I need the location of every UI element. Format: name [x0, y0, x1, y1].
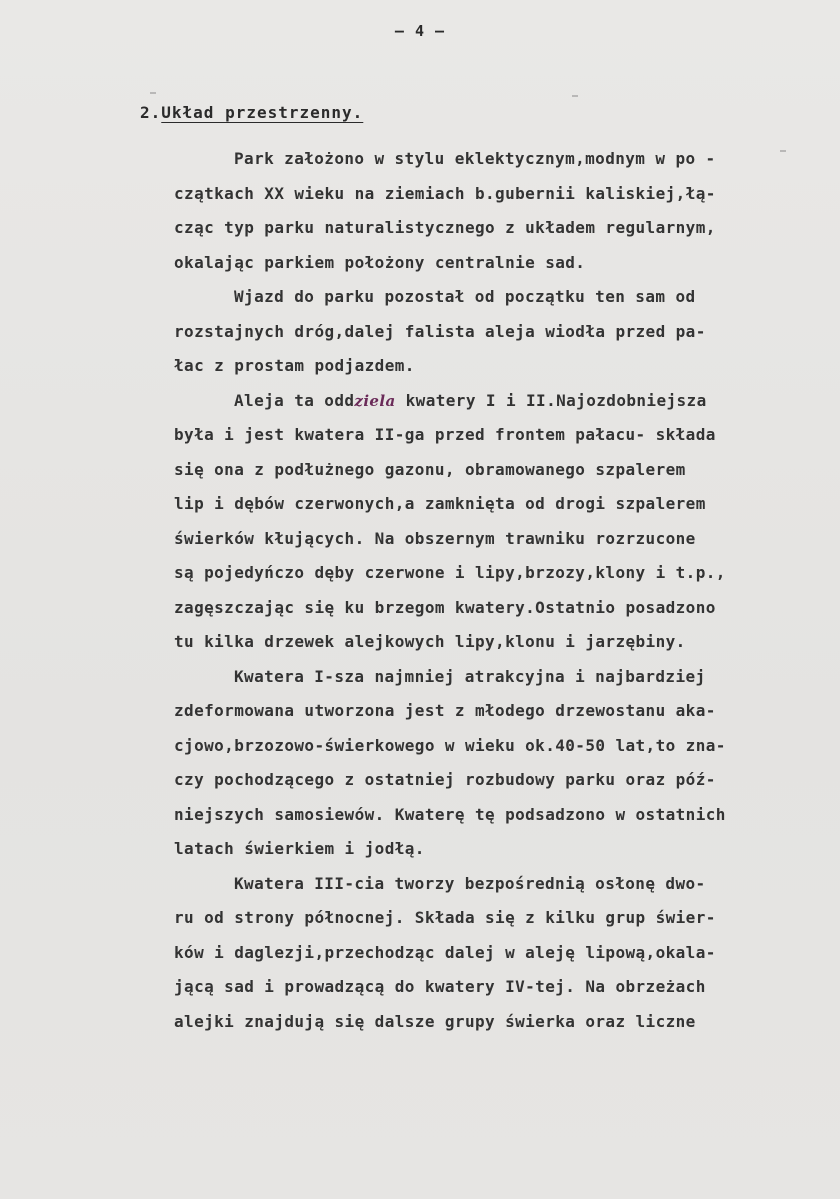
- paragraph-5: [174, 867, 814, 1040]
- text-line: czątkach XX wieku na ziemiach b.gubernii kaliskiej,łą-: [174, 183, 716, 203]
- paragraph-2: [174, 280, 814, 384]
- text-line: alejki znajdują się dalsze grupy świerka oraz liczne: [174, 1011, 696, 1031]
- handwritten-correction: ziela: [354, 391, 396, 410]
- text-line: Kwatera III-cia tworzy bezpośrednią osłonę dwo-: [234, 873, 706, 893]
- text-line: czy pochodzącego z ostatniej rozbudowy parku oraz póź-: [174, 770, 716, 789]
- text-line: Park założono w stylu eklektycznym,modnym w po -: [234, 149, 716, 168]
- section-title: Układ przestrzenny.: [161, 103, 364, 122]
- text-fragment: kwatery I i II.Najozdobniejsza: [395, 390, 707, 410]
- text-line: łac z prostam podjazdem.: [174, 356, 415, 375]
- text-line: niejszych samosiewów. Kwaterę tę podsadzono w ostatnich: [174, 804, 726, 824]
- text-line: ków i daglezji,przechodząc dalej w aleję lipową,okala-: [174, 942, 716, 962]
- section-heading: [140, 103, 363, 122]
- paragraph-3: [174, 384, 814, 660]
- section-number: 2.: [140, 103, 162, 122]
- paper-speck: [572, 95, 578, 97]
- text-line: zagęszczając się ku brzegom kwatery.Ostatnio posadzono: [174, 597, 716, 617]
- page-number: — 4 —: [394, 22, 446, 40]
- text-line: jącą sad i prowadzącą do kwatery IV-tej. Na obrzeżach: [174, 977, 706, 996]
- text-line: latach świerkiem i jodłą.: [174, 839, 425, 858]
- text-line: świerków kłujących. Na obszernym trawniku rozrzucone: [174, 528, 696, 548]
- body-text: [174, 142, 814, 1039]
- paper-speck: [780, 150, 786, 152]
- text-line: się ona z podłużnego gazonu, obramowanego szpalerem: [174, 459, 686, 479]
- paper-speck: [150, 92, 156, 94]
- text-line: tu kilka drzewek alejkowych lipy,klonu i jarzębiny.: [174, 632, 686, 651]
- text-line: cjowo,brzozowo-świerkowego w wieku ok.40-50 lat,to zna-: [174, 735, 726, 755]
- text-line: są pojedyńczo dęby czerwone i lipy,brzozy,klony i t.p.,: [174, 563, 726, 582]
- text-line: Wjazd do parku pozostał od początku ten sam od: [234, 287, 696, 306]
- text-line: ru od strony północnej. Składa się z kilku grup świer-: [174, 908, 716, 927]
- text-line: cząc typ parku naturalistycznego z układem regularnym,: [174, 218, 716, 237]
- text-line: Kwatera I-sza najmniej atrakcyjna i najbardziej: [234, 666, 706, 686]
- text-line: rozstajnych dróg,dalej falista aleja wiodła przed pa-: [174, 321, 706, 341]
- text-line: lip i dębów czerwonych,a zamknięta od drogi szpalerem: [174, 494, 706, 513]
- text-line: okalając parkiem położony centralnie sad.: [174, 252, 586, 272]
- text-line-with-correction: [174, 384, 814, 419]
- text-line: była i jest kwatera II-ga przed frontem pałacu- składa: [174, 425, 716, 444]
- text-line: zdeformowana utworzona jest z młodego drzewostanu aka-: [174, 701, 716, 720]
- paragraph-1: [174, 142, 814, 280]
- paragraph-4: [174, 660, 814, 867]
- text-fragment: Aleja ta odd: [234, 390, 355, 410]
